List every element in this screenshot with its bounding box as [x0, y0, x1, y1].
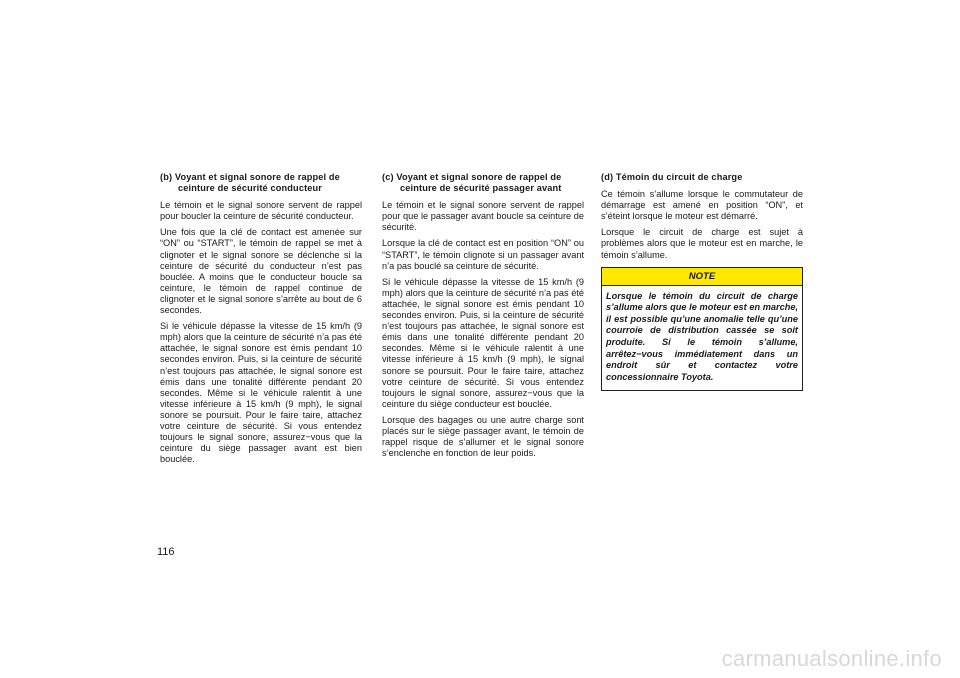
section-b-paragraph-1: Le témoin et le signal sonore servent de rappel pour boucler la ceinture de sécurité conducteur. — [160, 200, 362, 222]
watermark: carmanualsonline.info — [721, 646, 942, 671]
section-b-heading: (b) Voyant et signal sonore de rappel de ceinture de sécurité conducteur — [160, 172, 340, 194]
section-c-paragraph-4: Lorsque des bagages ou une autre charge sont placés sur le siège passager avant, le témoin de rappel risque de s’allumer et le signal sonore s’enclenche en fonction de leur poids. — [382, 414, 584, 459]
column-c — [382, 172, 584, 464]
section-c-paragraph-2: Lorsque la clé de contact est en position “ON” ou “START”, le témoin clignote si un passager avant n’a pas bouclé sa ceinture de sécurité. — [382, 238, 584, 271]
section-c-heading: (c) Voyant et signal sonore de rappel de ceinture de sécurité passager avant — [382, 172, 562, 194]
section-b-paragraph-3: Si le véhicule dépasse la vitesse de 15 km/h (9 mph) alors que la ceinture de sécurité n’a pas été attachée, le signal sonore est émis pendant 10 secondes environ. Puis, si la ceinture de sécurité n’est toujours pas attachée, le signal sonore est émis dans une tonalité différente pendant 20 secondes. Même si le véhicule ralentit à une vitesse inférieure à 15 km/h (9 mph), le signal sonore se poursuit. Pour le faire taire, attachez votre ceinture de sécurité. Si vous entendez toujours le signal sonore, assurez−vous que la ceinture du siège passager avant est bien bouclée. — [160, 321, 362, 465]
column-b — [160, 172, 362, 470]
section-d-paragraph-2: Lorsque le circuit de charge est sujet à problèmes alors que le moteur est en marche, le témoin s’allume. — [601, 227, 803, 260]
column-d — [601, 172, 803, 391]
note-title: NOTE — [602, 268, 802, 286]
note-box — [601, 267, 803, 392]
section-d-heading: (d) Témoin du circuit de charge — [601, 172, 743, 182]
section-c-paragraph-1: Le témoin et le signal sonore servent de rappel pour que le passager avant boucle sa ceinture de sécurité. — [382, 200, 584, 233]
section-c-paragraph-3: Si le véhicule dépasse la vitesse de 15 km/h (9 mph) alors que la ceinture de sécurité n’a pas été attachée, le signal sonore est émis pendant 10 secondes environ. Puis, si la ceinture de sécurité n’est toujours pas attachée, le signal sonore est émis dans une tonalité différente pendant 20 secondes. Même si le véhicule ralentit à une vitesse inférieure à 15 km/h (9 mph), le signal sonore se poursuit. Pour le faire taire, attachez votre ceinture de sécurité. Si vous entendez toujours le signal sonore, assurez−vous que la ceinture du siège conducteur est bouclée. — [382, 276, 584, 409]
section-d-paragraph-1: Ce témoin s’allume lorsque le commutateur de démarrage est amené en position “ON”, et s’éteint lorsque le moteur est démarré. — [601, 189, 803, 222]
note-text: Lorsque le témoin du circuit de charge s’allume alors que le moteur est en marche, il est possible qu’une anomalie telle qu’une courroie de distribution cassée se soit produite. Si le témoin s’allume, arrêtez−vous immédiatement dans un endroit sûr et contactez votre concessionnaire Toyota. — [606, 290, 798, 382]
section-b-paragraph-2: Une fois que la clé de contact est amenée sur “ON” ou “START”, le témoin de rappel se met à clignoter et le signal sonore se déclenche si la ceinture de sécurité du conducteur n’est pas bouclée. A moins que le conducteur boucle sa ceinture, le témoin de rappel continue de clignoter et le signal sonore s’arrête au bout de 6 secondes. — [160, 227, 362, 316]
page-number: 116 — [157, 546, 175, 558]
